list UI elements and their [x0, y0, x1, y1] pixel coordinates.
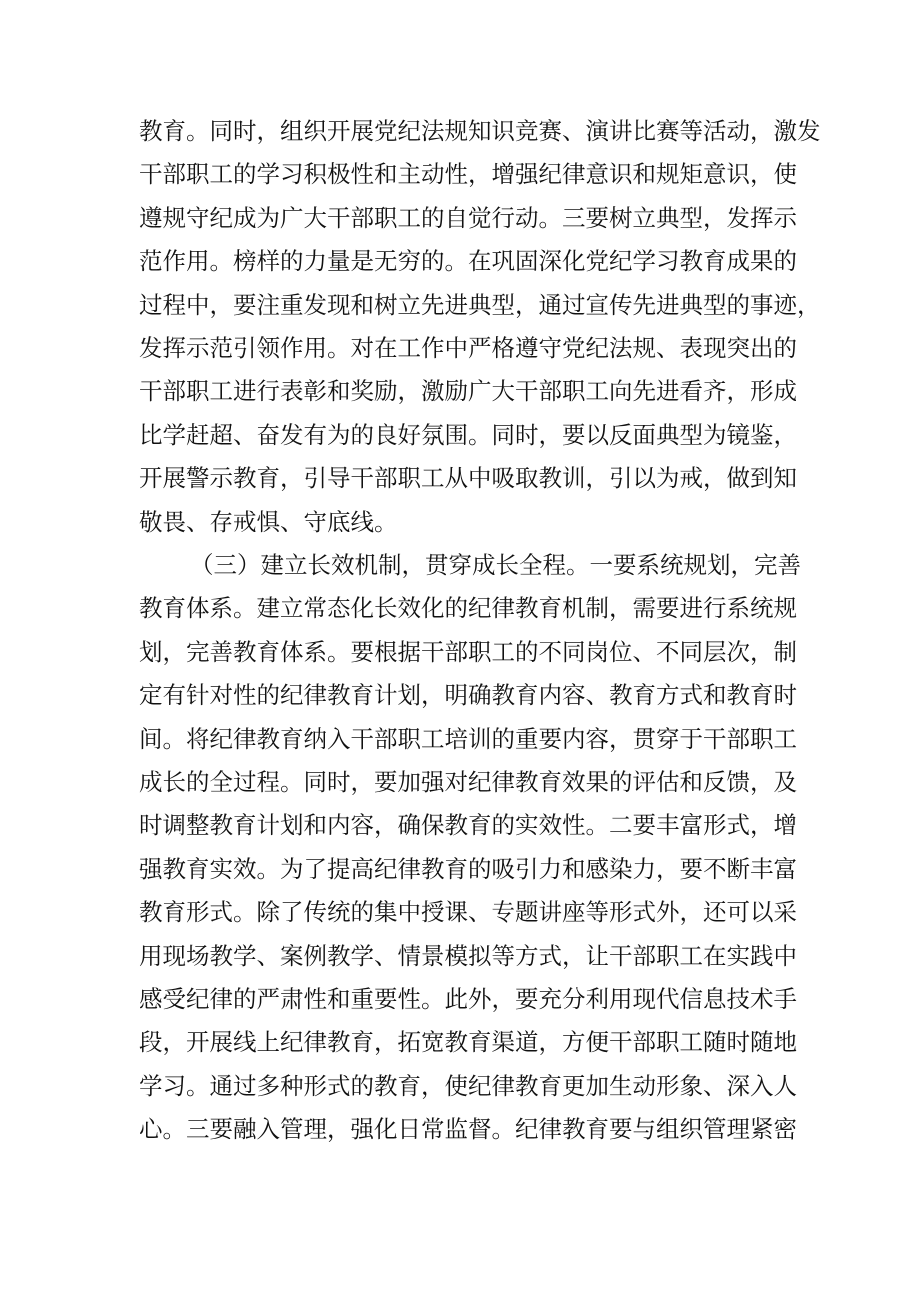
text-line: 教育形式。除了传统的集中授课、专题讲座等形式外，还可以采 [139, 898, 797, 927]
text-line: 划，完善教育体系。要根据干部职工的不同岗位、不同层次，制 [139, 637, 797, 666]
text-line: 定有针对性的纪律教育计划，明确教育内容、教育方式和教育时 [139, 681, 797, 710]
text-line: 教育体系。建立常态化长效化的纪律教育机制，需要进行系统规 [139, 594, 797, 623]
text-line: 用现场教学、案例教学、情景模拟等方式，让干部职工在实践中 [139, 941, 797, 970]
section-heading-line: （三）建立长效机制，贯穿成长全程。一要系统规划，完善 [190, 551, 801, 579]
text-line: 段，开展线上纪律教育，拓宽教育渠道，方便干部职工随时随地 [139, 1028, 797, 1057]
text-line: 干部职工的学习积极性和主动性，增强纪律意识和规矩意识，使 [139, 160, 797, 189]
text-line: 遵规守纪成为广大干部职工的自觉行动。三要树立典型，发挥示 [139, 203, 797, 232]
text-line: 时调整教育计划和内容，确保教育的实效性。二要丰富形式，增 [139, 811, 797, 840]
text-line: 发挥示范引领作用。对在工作中严格遵守党纪法规、表现突出的 [139, 334, 797, 362]
text-line: 心。三要融入管理，强化日常监督。纪律教育要与组织管理紧密 [139, 1115, 797, 1144]
text-line: 敬畏、存戒惧、守底线。 [139, 507, 398, 536]
text-line: 强教育实效。为了提高纪律教育的吸引力和感染力，要不断丰富 [139, 854, 797, 883]
text-line: 学习。通过多种形式的教育，使纪律教育更加生动形象、深入人 [139, 1071, 797, 1100]
text-line: 教育。同时，组织开展党纪法规知识竞赛、演讲比赛等活动，激发 [139, 117, 821, 145]
text-line: 感受纪律的严肃性和重要性。此外，要充分利用现代信息技术手 [139, 985, 797, 1013]
text-line: 干部职工进行表彰和奖励，激励广大干部职工向先进看齐，形成 [139, 377, 797, 406]
text-line: 成长的全过程。同时，要加强对纪律教育效果的评估和反馈，及 [139, 768, 797, 796]
text-line: 过程中，要注重发现和树立先进典型，通过宣传先进典型的事迹， [139, 290, 821, 319]
text-line: 比学赶超、奋发有为的良好氛围。同时，要以反面典型为镜鉴， [139, 420, 797, 449]
text-line: 开展警示教育，引导干部职工从中吸取教训，引以为戒，做到知 [139, 464, 797, 493]
text-line: 间。将纪律教育纳入干部职工培训的重要内容，贯穿于干部职工 [139, 724, 797, 753]
text-line: 范作用。榜样的力量是无穷的。在巩固深化党纪学习教育成果的 [139, 247, 797, 276]
